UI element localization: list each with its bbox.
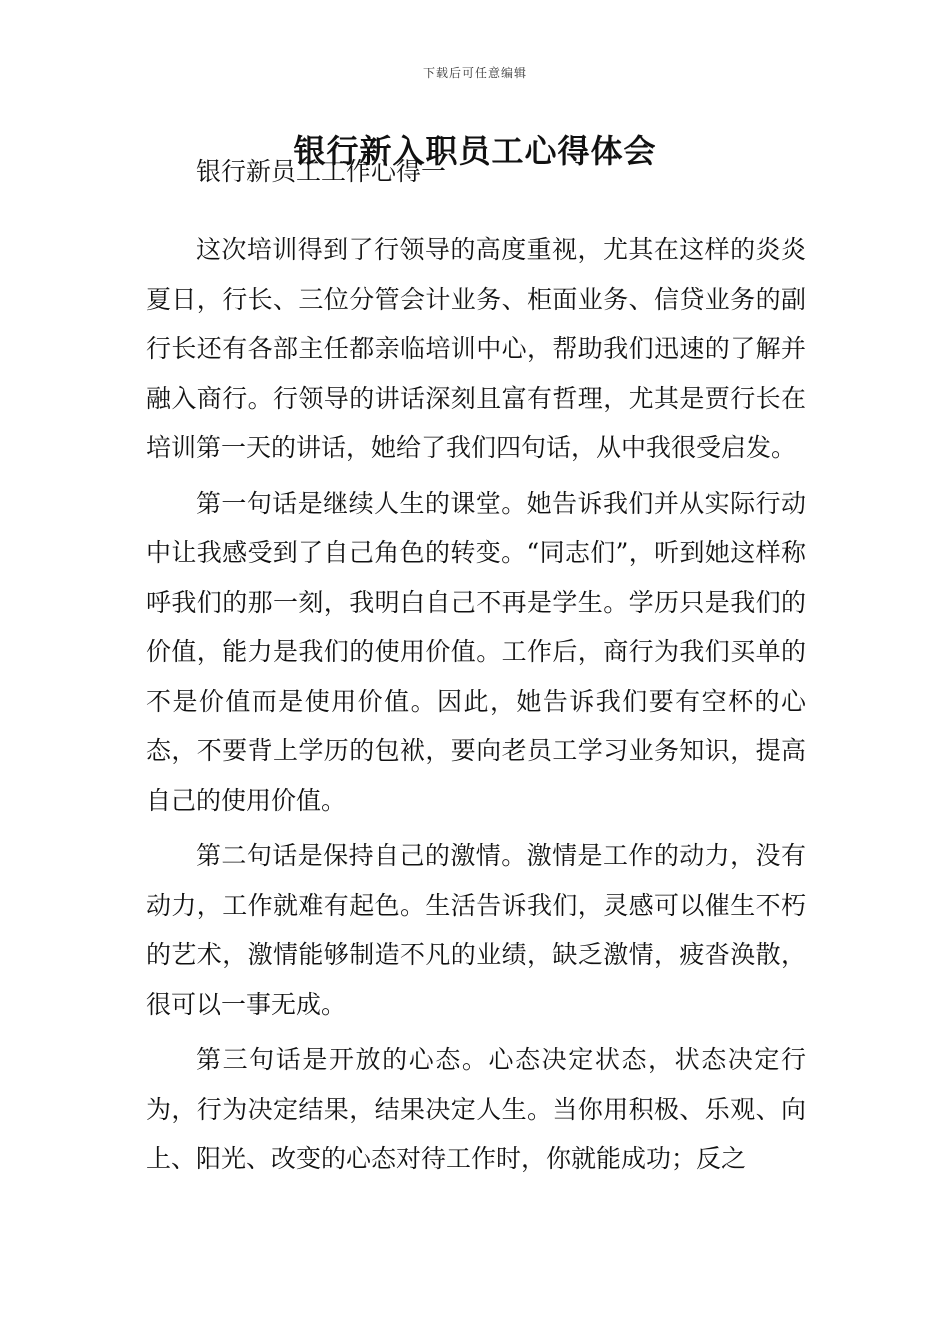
document-body	[146, 225, 806, 1190]
paragraph: 这次培训得到了行领导的高度重视，尤其在这样的炎炎夏日，行长、三位分管会计业务、柜面业务、信贷业务的副行长还有各部主任都亲临培训中心，帮助我们迅速的了解并融入商行。行领导的讲话深刻且富有哲理，尤其是贾行长在培训第一天的讲话，她给了我们四句话，从中我很受启发。	[146, 235, 806, 462]
page-header-note: 下载后可任意编辑	[422, 66, 527, 80]
paragraph: 第二句话是保持自己的激情。激情是工作的动力，没有动力，工作就难有起色。生活告诉我们，灵感可以催生不朽的艺术，激情能够制造不凡的业绩，缺乏激情，疲沓涣散，很可以一事无成。	[146, 841, 806, 1019]
paragraph: 第一句话是继续人生的课堂。她告诉我们并从实际行动中让我感受到了自己角色的转变。“同志们”，听到她这样称呼我们的那一刻，我明白自己不再是学生。学历只是我们的价值，能力是我们的使用价值。工作后，商行为我们买单的不是价值而是使用价值。因此，她告诉我们要有空杯的心态，不要背上学历的包袱，要向老员工学习业务知识，提高自己的使用价值。	[146, 488, 806, 815]
paragraph: 第三句话是开放的心态。心态决定状态，状态决定行为，行为决定结果，结果决定人生。当你用积极、乐观、向上、阳光、改变的心态对待工作时，你就能成功；反之	[146, 1045, 806, 1173]
document-title: 银行新入职员工心得体会	[293, 132, 657, 170]
document-subtitle: 银行新员工工作心得一	[196, 157, 447, 186]
